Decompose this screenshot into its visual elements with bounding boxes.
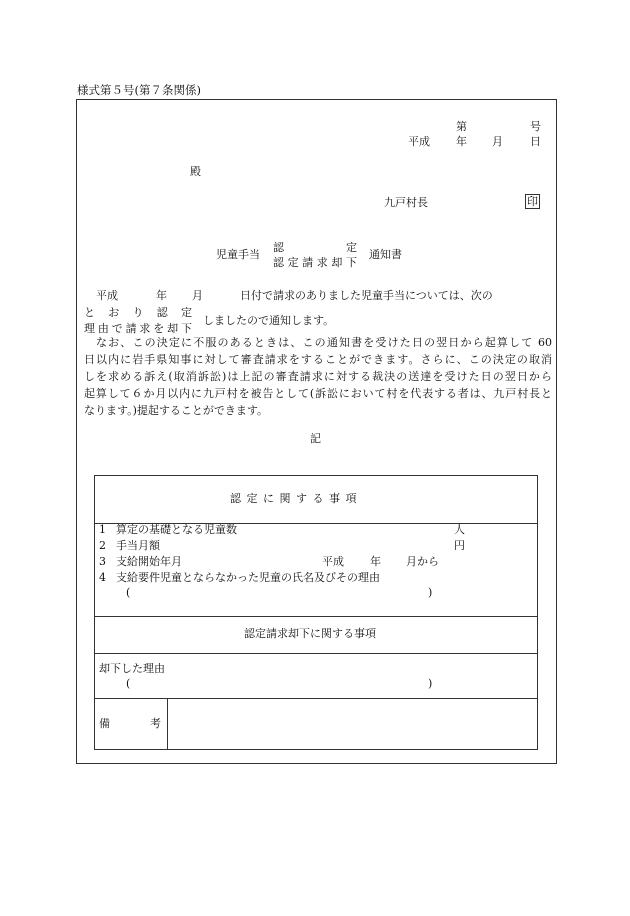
table-divider xyxy=(95,698,537,699)
table-divider xyxy=(95,616,537,617)
item-unit: 人 xyxy=(454,523,465,536)
paren-close: ) xyxy=(428,677,433,690)
date-day: 日 xyxy=(530,135,541,148)
paren-open: ( xyxy=(126,677,131,690)
title-option-bottom: 認定請求却下 xyxy=(273,256,357,269)
title-prefix: 児童手当 xyxy=(216,248,260,261)
item-label: 支給開始年月 xyxy=(116,555,182,568)
title-option-top-right: 定 xyxy=(346,241,357,254)
remarks-divider xyxy=(167,698,168,749)
form-number-label: 様式第５号(第７条関係) xyxy=(77,83,201,97)
number-suffix: 号 xyxy=(530,120,541,133)
rejection-reason-label: 却下した理由 xyxy=(99,662,165,675)
table-divider xyxy=(95,653,537,654)
body-choice-reject: 理由で請求を却下 xyxy=(84,322,192,335)
title-option-top-left: 認 xyxy=(273,241,284,254)
addressee-suffix: 殿 xyxy=(190,165,201,178)
body-month: 月 xyxy=(192,289,203,302)
body-paragraph-line: なります。)提起することができます。 xyxy=(84,404,269,417)
body-paragraph-line: なお、この決定に不服のあるときは、この通知書を受けた日の翌日から起算して 60 xyxy=(96,336,552,349)
body-line1-rest: 日付で請求のありました児童手当については、次の xyxy=(240,289,493,302)
number-prefix: 第 xyxy=(456,120,467,133)
date-era: 平成 xyxy=(408,135,430,148)
body-choice-approve: とおり認定 xyxy=(84,306,192,319)
body-paragraph-line: しを求める訴え(取消訴訟)は上記の審査請求に対する裁決の送達を受けた日の翌日から xyxy=(84,370,552,383)
item-label: 算定の基礎となる児童数 xyxy=(116,523,237,536)
item-label: 手当月額 xyxy=(116,539,160,552)
body-paragraph-line: 起算して６か月以内に九戸村を被告として(訴訟において村を代表する者は、九戸村長と xyxy=(84,387,552,400)
item-era: 平成 xyxy=(322,555,344,568)
paren-close: ) xyxy=(428,586,433,599)
title-suffix: 通知書 xyxy=(369,248,402,261)
item-number: 1 xyxy=(99,523,106,536)
item-label: 支給要件児童とならなかった児童の氏名及びその理由 xyxy=(116,571,380,584)
issuer-name: 九戸村長 xyxy=(384,196,428,209)
section-rejection-title: 認定請求却下に関する事項 xyxy=(244,627,376,640)
body-choice-rest: しましたので通知します。 xyxy=(203,314,335,327)
body-year: 年 xyxy=(156,289,167,302)
body-paragraph-line: 日以内に岩手県知事に対して審査請求をすることができます。さらに、この決定の取消 xyxy=(84,353,552,366)
date-year: 年 xyxy=(456,135,467,148)
notice-table xyxy=(94,475,538,750)
item-number: 2 xyxy=(99,539,106,552)
ki-mark: 記 xyxy=(310,432,321,445)
seal-mark: 印 xyxy=(527,195,538,208)
item-number: 4 xyxy=(99,571,106,584)
date-month: 月 xyxy=(492,135,503,148)
item-number: 3 xyxy=(99,555,106,568)
paren-open: ( xyxy=(126,586,131,599)
item-year: 年 xyxy=(370,555,381,568)
body-era: 平成 xyxy=(96,289,118,302)
remarks-label: 備 考 xyxy=(99,717,161,730)
section-approval-title: 認 定 に 関 す る 事 項 xyxy=(230,492,357,505)
item-unit: 円 xyxy=(454,539,465,552)
item-month: 月から xyxy=(406,555,439,568)
